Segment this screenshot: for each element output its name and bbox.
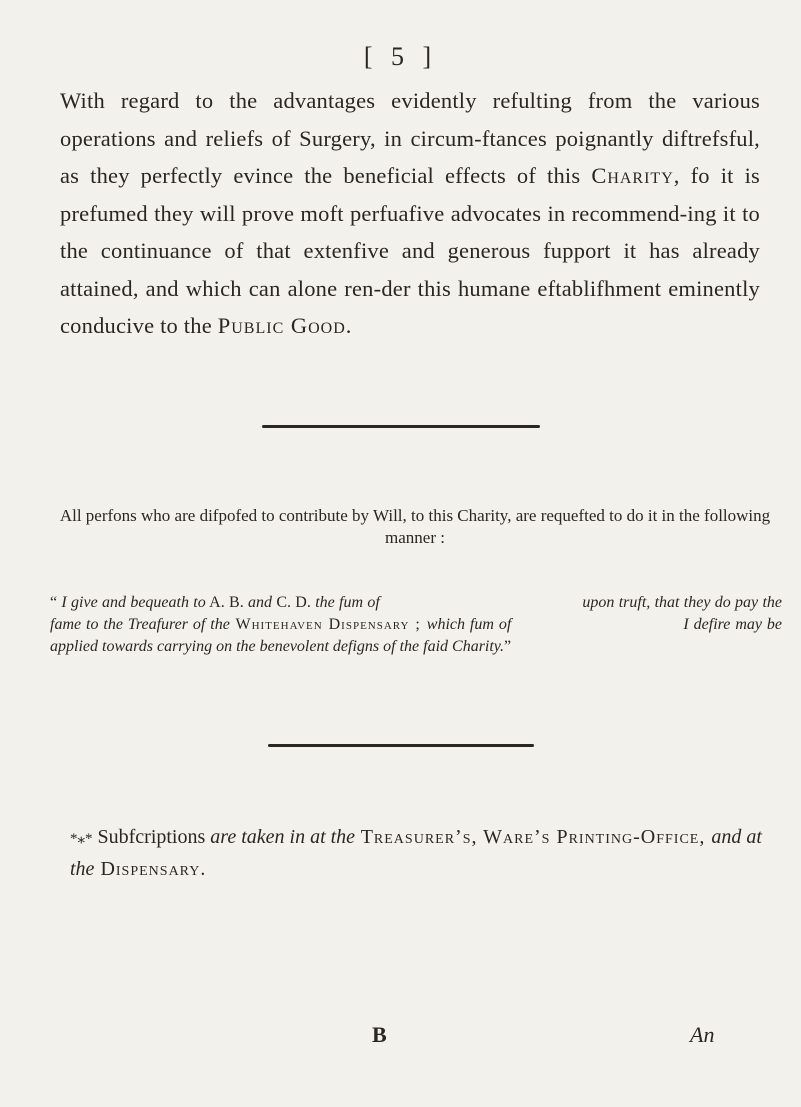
bequest-text-3: which fum of I defire may be applied towards carrying on the benevolent defigns of the faid Charity. [50,616,787,655]
bequest-dispensary: Whitehaven Dispensary ; [229,616,427,633]
bequest-text-2: the fum of upon truft, that they do pay the fame to the Treafurer of the [50,594,787,633]
asterism-mark: *⁎* [70,831,93,847]
main-paragraph [60,82,760,345]
divider-rule-top [262,425,540,428]
page-number: [ 5 ] [363,42,438,71]
main-text-2: , fo it is prefumed they will prove moft perfuafive advocates in recommend-ing it to the continuance of that extenfive and generous fupport it has already attained, and which can alone ren-der this humane eftablifhment eminently conducive to the [60,163,760,338]
bequest-text-1: I give and bequeath to [61,594,206,611]
divider-rule-bottom [268,744,534,747]
public-good-phrase: Public Good [217,313,346,338]
subscriptions-dispensary: Dispensary. [94,858,207,880]
subscriptions-note [70,822,770,884]
bequest-and: and [248,594,273,611]
bequest-ab: A. B. [205,594,249,611]
subscriptions-taken: are taken in at the [210,826,356,848]
subscriptions-and-at: and at the [70,826,762,880]
subscriptions-text-1: Subfcriptions [92,826,211,848]
bequest-close-quote: ” [504,638,512,655]
catchword: An [690,1022,715,1047]
bequest-notice: All perfons who are difpofed to contribute by Will, to this Charity, are requefted to do it in the following manner : [59,506,771,547]
bequest-cd: C. D. [272,594,316,611]
signature-mark: B [372,1022,387,1047]
main-text-end: . [345,313,352,338]
charity-word: Charity [591,163,674,188]
bequest-open-quote: “ [50,594,58,611]
subscriptions-treasurer: Treasurer’s, Ware’s Printing-Office, [355,826,712,848]
main-text-1: With regard to the advantages evidently refulting from the various operations and reliefs of Surgery, in circum-ftances poignantly diftrefsful, as they perfectly evince the beneficial effects of this [60,88,760,188]
bequest-form [50,592,787,658]
